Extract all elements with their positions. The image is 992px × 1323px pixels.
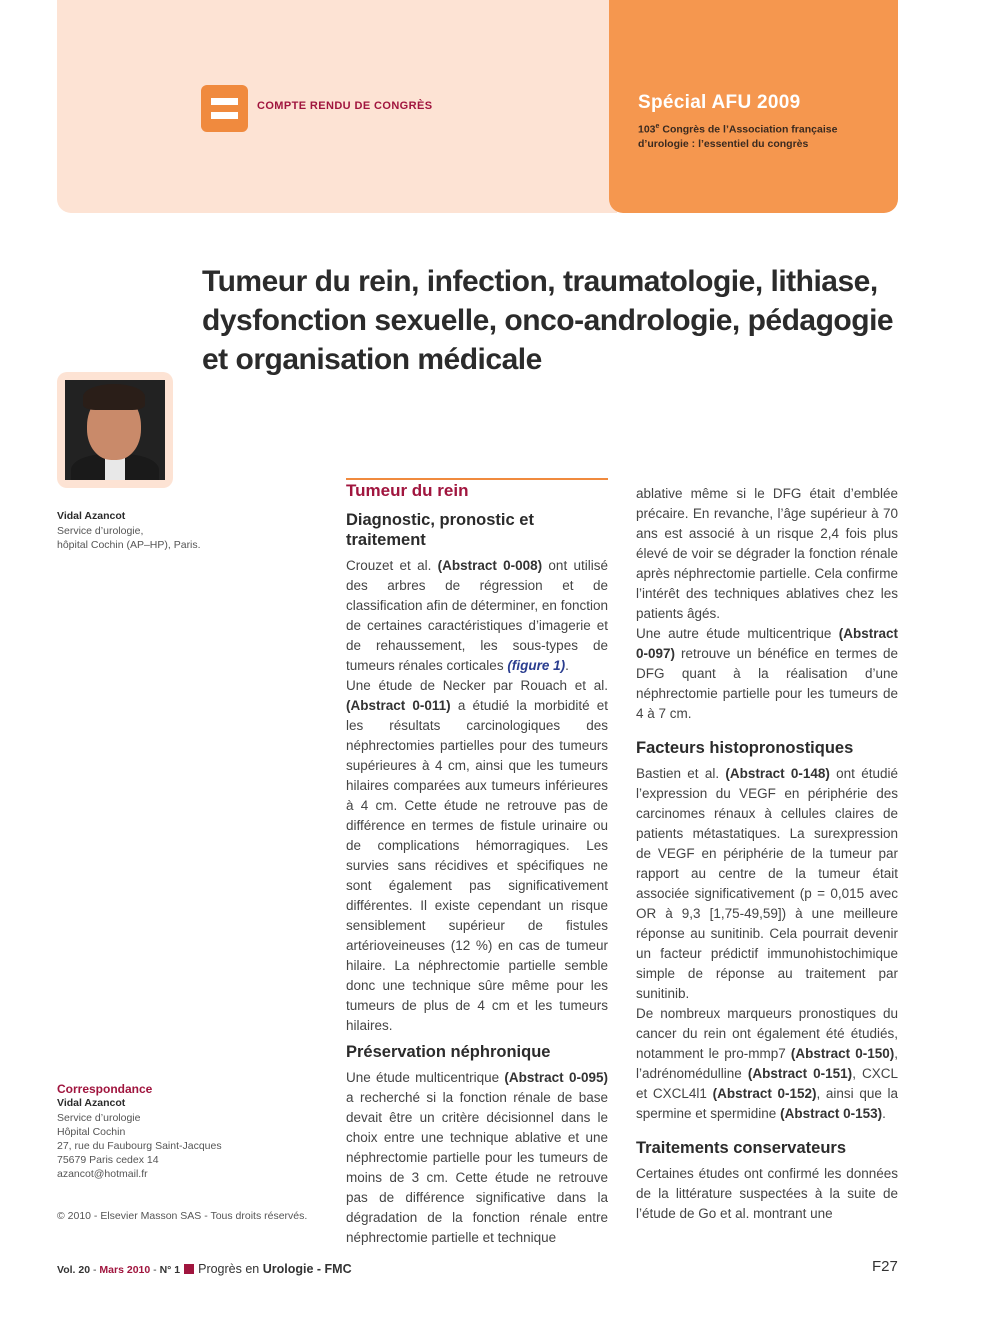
figure-link[interactable]: (figure 1) xyxy=(507,658,566,673)
article-title: Tumeur du rein, infection, traumatologie, lithiase, dysfonction sexuelle, onco-andrologie, pédagogie et organisation médicale xyxy=(202,265,894,376)
subheading-traitements: Traitements conservateurs xyxy=(636,1139,847,1157)
column-2 xyxy=(636,484,898,1224)
correspondance-label: Correspondance xyxy=(57,1082,153,1096)
special-subtitle: 103e Congrès de l’Association française d’urologie : l’essentiel du congrès xyxy=(638,123,838,150)
paragraph: Crouzet et al. (Abstract 0-008) ont utilisé des arbres de régression et de classification afin de déterminer, en fonction de certaines caractéristiques d’imagerie et de rehaussement, les sous-types de tumeurs rénales corticales (figure 1). xyxy=(346,558,608,673)
subheading-facteurs: Facteurs histopronostiques xyxy=(636,739,854,757)
footer-citation: Vol. 20 - Mars 2010 - N° 1 Progrès en Urologie - FMC xyxy=(57,1262,352,1276)
author-photo-frame xyxy=(57,372,173,488)
correspondance-email[interactable]: azancot@hotmail.fr xyxy=(57,1168,148,1180)
correspondance-address: Service d’urologie Hôpital Cochin 27, rue du Faubourg Saint-Jacques 75679 Paris cedex 14 azancot@hotmail.fr xyxy=(57,1112,222,1180)
author-photo xyxy=(65,380,165,480)
page-number: F27 xyxy=(872,1258,898,1275)
author-name: Vidal Azancot xyxy=(57,510,126,522)
paragraph: ablative même si le DFG était d’emblée précaire. En revanche, l’âge supérieur à 70 ans est associé à un risque 2,4 fois plus élevé de voir se dégrader la fonction rénale après néphrectomie partielle. Cela confirme l’intérêt des techniques ablatives chez les patients âgés. xyxy=(636,486,898,621)
paragraph: Certaines études ont confirmé les données de la littérature suspectées à la suite de l’étude de Go et al. montrant une xyxy=(636,1166,898,1221)
subheading-diagnostic: Diagnostic, pronostic et traitement xyxy=(346,511,534,549)
paragraph: Une autre étude multicentrique (Abstract 0-097) retrouve un bénéfice en termes de DFG quant à la réalisation d’une néphrectomie partielle pour les tumeurs de 4 à 7 cm. xyxy=(636,626,898,721)
column-1 xyxy=(346,478,608,1248)
author-affiliation: Service d’urologie, hôpital Cochin (AP–HP), Paris. xyxy=(57,525,201,551)
section-heading: Tumeur du rein xyxy=(346,481,469,500)
paragraph: De nombreux marqueurs pronostiques du cancer du rein ont également été étudiés, notamment le pro-mmp7 (Abstract 0-150), l’adrénomédulline (Abstract 0-151), CXCL et CXCL4l1 (Abstract 0-152), ainsi que la spermine et spermidine (Abstract 0-153). xyxy=(636,1006,898,1121)
correspondance-name: Vidal Azancot xyxy=(57,1097,126,1109)
paragraph: Bastien et al. (Abstract 0-148) ont étudié l’expression du VEGF en périphérie des carcinomes rénaux à cellules claires de patients métastatiques. La surexpression de VEGF en périphérie de la tumeur par rapport au centre de la tumeur était associée significativement (p = 0,015 avec OR à 9,3 [1,75-49,59]) à une meilleure réponse au sunitinib. Cela pourrait devenir un facteur prédictif immunohistochimique simple de réponse au traitement par sunitinib. xyxy=(636,766,898,1001)
copyright: © 2010 - Elsevier Masson SAS - Tous droits réservés. xyxy=(57,1210,308,1222)
special-title: Spécial AFU 2009 xyxy=(638,92,801,113)
section-logo-icon xyxy=(201,85,248,132)
section-tag: COMPTE RENDU DE CONGRÈS xyxy=(257,100,433,112)
paragraph: Une étude multicentrique (Abstract 0-095) a recherché si la fonction rénale de base devait être un critère décisionnel dans le choix entre une technique ablative et une néphrectomie partielle pour les tumeurs de moins de 3 cm. Cette étude ne retrouve pas de différence significative dans la dégradation de la fonction rénale entre néphrectomie partielle et technique xyxy=(346,1070,608,1245)
footer-square-icon xyxy=(184,1264,194,1274)
paragraph: Une étude de Necker par Rouach et al. (Abstract 0-011) a étudié la morbidité et les résultats carcinologiques des néphrectomies partielles pour des tumeurs supérieures à 4 cm, ainsi que les tumeurs hilaires comparées aux tumeurs inférieures à 4 cm. Cette étude ne retrouve pas de différence en termes de fistule urinaire ou de complications hémorragiques. Les survies sans récidives et spécifiques ne sont également pas significativement différentes. Il existe cependant un risque sensiblement supérieur de fistules artérioveineuses (12 %) en cas de tumeur hilaire. La néphrectomie partielle semble donc une technique sûre même pour les tumeurs de plus de 4 cm et les tumeurs hilaires. xyxy=(346,678,608,1033)
subheading-preservation: Préservation néphronique xyxy=(346,1043,551,1061)
